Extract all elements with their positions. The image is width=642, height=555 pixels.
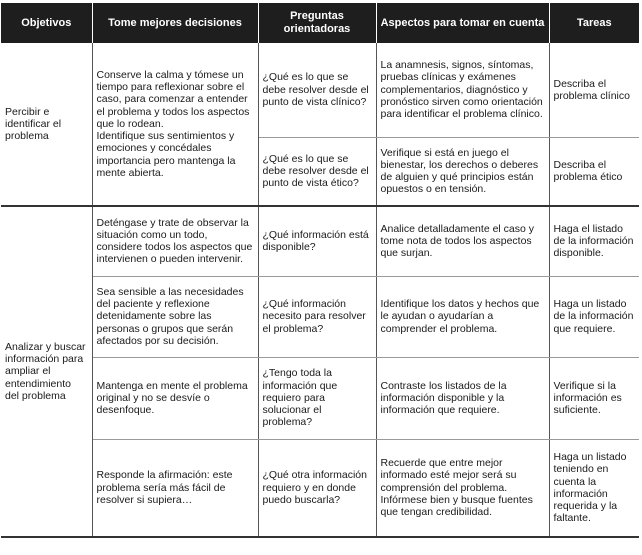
- task-cell: Haga el listado de la información disponible.: [549, 206, 639, 276]
- question-cell: ¿Qué información está disponible?: [258, 206, 376, 276]
- aspect-cell: La anamnesis, signos, síntomas, pruebas clínicas y exámenes complementarios, diagnóstico y pronóstico sirven como orientación para identificar el problema clínico.: [376, 43, 549, 137]
- table-row: [1, 276, 639, 357]
- header-objetivos: Objetivos: [1, 3, 92, 43]
- header-tareas: Tareas: [549, 3, 639, 43]
- decision-cell: Sea sensible a las necesidades del paciente y reflexione detenidamente sobre las personas o grupos que serán afectados por su decisión.: [92, 276, 258, 357]
- task-cell: Verifique si la información es suficiente.: [549, 357, 639, 439]
- task-cell: Haga un listado de la información que requiere.: [549, 276, 639, 357]
- question-cell: ¿Qué es lo que se debe resolver desde el punto de vista ético?: [258, 137, 376, 206]
- objective-cell: Percibir e identificar el problema: [1, 43, 92, 206]
- objective-cell: Analizar y buscar información para ampliar el entendimiento del problema: [1, 206, 92, 537]
- table-row: [1, 439, 639, 537]
- question-cell: ¿Qué es lo que se debe resolver desde el punto de vista clínico?: [258, 43, 376, 137]
- question-cell: ¿Qué otra información requiero y en donde puedo buscarla?: [258, 439, 376, 537]
- aspect-cell: Analice detalladamente el caso y tome nota de todos los aspectos que surjan.: [376, 206, 549, 276]
- aspect-cell: Recuerde que entre mejor informado esté mejor será su comprensión del problema. Infórmese bien y busque fuentes que tengan credibilidad.: [376, 439, 549, 537]
- header-decisiones: Tome mejores decisiones: [92, 3, 258, 43]
- table-row: [1, 206, 639, 276]
- task-cell: Describa el problema ético: [549, 137, 639, 206]
- question-cell: ¿Qué información necesito para resolver el problema?: [258, 276, 376, 357]
- decision-cell: Conserve la calma y tómese un tiempo para reflexionar sobre el caso, para comenzar a entender el problema y todos los aspectos que lo rodean. Identifique sus sentimientos y emociones y concédales importancia pero mantenga la mente abierta.: [92, 43, 258, 206]
- table-row: [1, 357, 639, 439]
- table-row: [1, 43, 639, 137]
- decision-cell: Mantenga en mente el problema original y no se desvíe o desenfoque.: [92, 357, 258, 439]
- question-cell: ¿Tengo toda la información que requiero para solucionar el problema?: [258, 357, 376, 439]
- header-aspectos: Aspectos para tomar en cuenta: [376, 3, 549, 43]
- decision-cell: Responde la afirmación: este problema sería más fácil de resolver si supiera…: [92, 439, 258, 537]
- aspect-cell: Identifique los datos y hechos que le ayudan o ayudarían a comprender el problema.: [376, 276, 549, 357]
- header-preguntas: Preguntas orientadoras: [258, 3, 376, 43]
- task-cell: Haga un listado teniendo en cuenta la información requerida y la faltante.: [549, 439, 639, 537]
- decision-table: [1, 3, 639, 538]
- aspect-cell: Contraste los listados de la información disponible y la información que requiere.: [376, 357, 549, 439]
- decision-cell: Deténgase y trate de observar la situación como un todo, considere todos los aspectos que intervienen o pueden intervenir.: [92, 206, 258, 276]
- aspect-cell: Verifique si está en juego el bienestar, los derechos o deberes de alguien y qué principios están opuestos o en tensión.: [376, 137, 549, 206]
- header-row: [1, 3, 639, 43]
- task-cell: Describa el problema clínico: [549, 43, 639, 137]
